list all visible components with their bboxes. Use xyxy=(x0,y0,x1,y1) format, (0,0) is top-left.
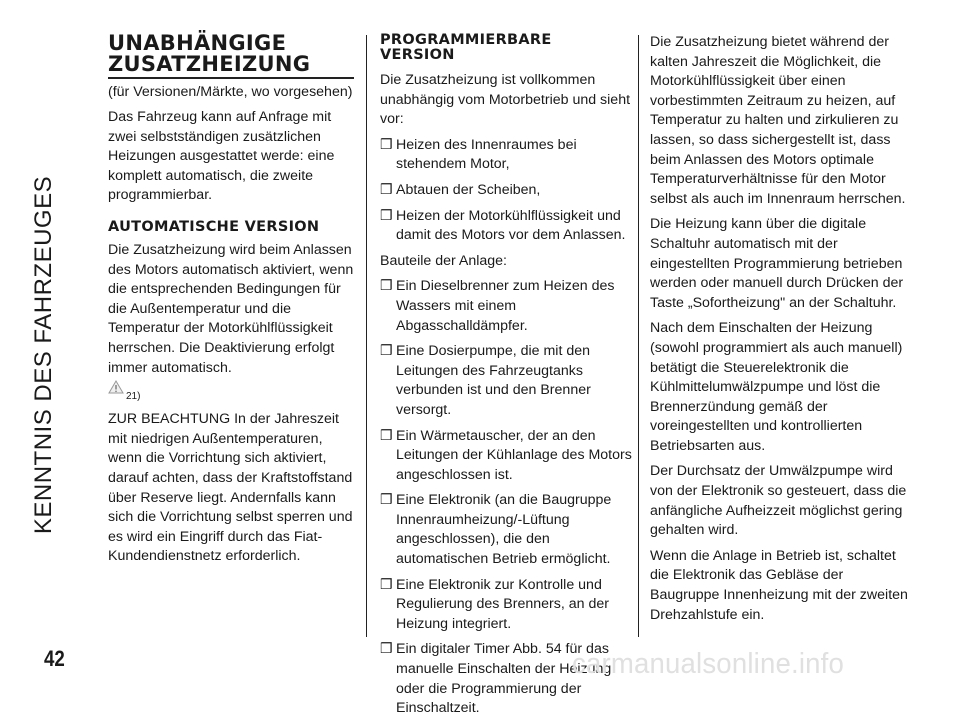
components-label: Bauteile der Anlage: xyxy=(380,252,507,269)
checkbox-bullet-icon: ❒ xyxy=(380,576,393,593)
section-heading-automatic: AUTOMATISCHE VERSION xyxy=(108,219,320,236)
list-item: ❒ Heizen der Motorkühlflüssigkeit und damit des Motors vor dem Anlassen. xyxy=(380,207,626,244)
checkbox-bullet-icon: ❒ xyxy=(380,343,393,360)
main-heading-line2: ZUSATZHEIZUNG xyxy=(108,52,311,76)
list-item: ❒ Ein digitaler Timer Abb. 54 für das manuelle Einschalten der Heizung oder die Programmierung der Einschaltzeit. xyxy=(380,641,612,717)
page-number: 42 xyxy=(44,646,65,671)
warning-ref-number: 21) xyxy=(126,391,141,403)
warning-reference xyxy=(108,380,354,410)
checkbox-bullet-icon: ❒ xyxy=(380,641,393,658)
list-item: ❒ Eine Elektronik (an die Baugruppe Innenraumheizung/-Lüftung angeschlossen), die den automatischen Betrieb ermöglicht. xyxy=(380,492,612,568)
paragraph: Die Heizung kann über die digitale Schaltuhr automatisch mit der eingestellten Programmierung betrieben werden oder manuell durch Drücken der Taste „Sofortheizung" an der Schaltuhr. xyxy=(650,216,904,311)
list-item: ❒ Ein Wärmetauscher, der an den Leitungen der Kühlanlage des Motors angeschlossen ist. xyxy=(380,427,632,483)
checkbox-bullet-icon: ❒ xyxy=(380,492,393,509)
column-right xyxy=(650,33,912,631)
section-heading-line2: VERSION xyxy=(380,47,455,63)
checkbox-bullet-icon: ❒ xyxy=(380,136,393,153)
heading-underline xyxy=(108,77,354,79)
warning-triangle-icon xyxy=(108,380,124,401)
main-heading xyxy=(108,33,354,75)
list-item: ❒ Heizen des Innenraumes bei stehendem Motor, xyxy=(380,136,577,173)
list-item: ❒ Eine Dosierpumpe, die mit den Leitungen des Fahrzeugtanks verbunden ist und den Brenner versorgt. xyxy=(380,343,591,418)
section-heading-programmable xyxy=(380,33,632,63)
column-left xyxy=(108,33,354,573)
checkbox-bullet-icon: ❒ xyxy=(380,181,393,198)
main-heading-line1: UNABHÄNGIGE xyxy=(108,31,287,55)
list-item: ❒ Abtauen der Scheiben, xyxy=(380,181,632,201)
subtitle: (für Versionen/Märkte, wo vorgesehen) xyxy=(108,83,353,100)
watermark: carmanualsonline.info xyxy=(572,648,845,680)
intro-paragraph: Das Fahrzeug kann auf Anfrage mit zwei selbstständigen zusätzlichen Heizungen ausgestattet werde: eine komplett automatisch, die zweite programmierbar. xyxy=(108,109,335,204)
paragraph: Der Durchsatz der Umwälzpumpe wird von der Elektronik so gesteuert, dass die anfängliche Aufheizzeit möglichst gering gehalten wird. xyxy=(650,463,907,539)
column-divider xyxy=(366,35,367,637)
note-paragraph: ZUR BEACHTUNG In der Jahreszeit mit niedrigen Außentemperaturen, wenn die Vorrichtung sich aktiviert, darauf achten, dass der Kraftstoffstand über Reserve liegt. Andernfalls kann sich die Vorrichtung selbst sperren und es wird ein Eingriff durch das Fiat-Kundendienstnetz erforderlich. xyxy=(108,411,353,565)
paragraph: Nach dem Einschalten der Heizung (sowohl programmiert als auch manuell) betätigt die Steuerelektronik die Kühlmittelumwälzpumpe und löst die Brennerzündung gemäß der voreingestellten und kontrollierten Betriebsarten aus. xyxy=(650,320,903,454)
section-heading-line1: PROGRAMMIERBARE xyxy=(380,32,552,48)
checkbox-bullet-icon: ❒ xyxy=(380,427,393,444)
column-middle xyxy=(380,33,632,725)
paragraph: Die Zusatzheizung bietet während der kalten Jahreszeit die Möglichkeit, die Motorkühlflüssigkeit über einen vorbestimmten Zeitraum zu heizen, auf Temperatur zu halten und zirkulieren zu lassen, so dass sichergestellt ist, dass beim Anlassen des Motors optimale Temperaturverhältnisse für den Motor selbst als auch im Innenraum herrschen. xyxy=(650,34,906,207)
list-item: ❒ Eine Elektronik zur Kontrolle und Regulierung des Brenners, an der Heizung integriert. xyxy=(380,576,609,632)
checkbox-bullet-icon: ❒ xyxy=(380,207,393,224)
chapter-side-title: KENNTNIS DES FAHRZEUGES xyxy=(30,175,57,535)
programmable-intro: Die Zusatzheizung ist vollkommen unabhängig vom Motorbetrieb und sieht vor: xyxy=(380,72,631,128)
checkbox-bullet-icon: ❒ xyxy=(380,278,393,295)
list-item: ❒ Ein Dieselbrenner zum Heizen des Wassers mit einem Abgasschalldämpfer. xyxy=(380,278,615,334)
column-divider xyxy=(638,35,639,637)
paragraph: Wenn die Anlage in Betrieb ist, schaltet die Elektronik das Gebläse der Baugruppe Innenheizung mit der zweiten Drehzahlstufe ein. xyxy=(650,547,908,623)
automatic-paragraph: Die Zusatzheizung wird beim Anlassen des Motors automatisch aktiviert, wenn die entsprechenden Bedingungen für die Außentemperatur und die Temperatur der Motorkühlflüssigkeit herrschen. Die Deaktivierung erfolgt immer automatisch. xyxy=(108,242,354,376)
